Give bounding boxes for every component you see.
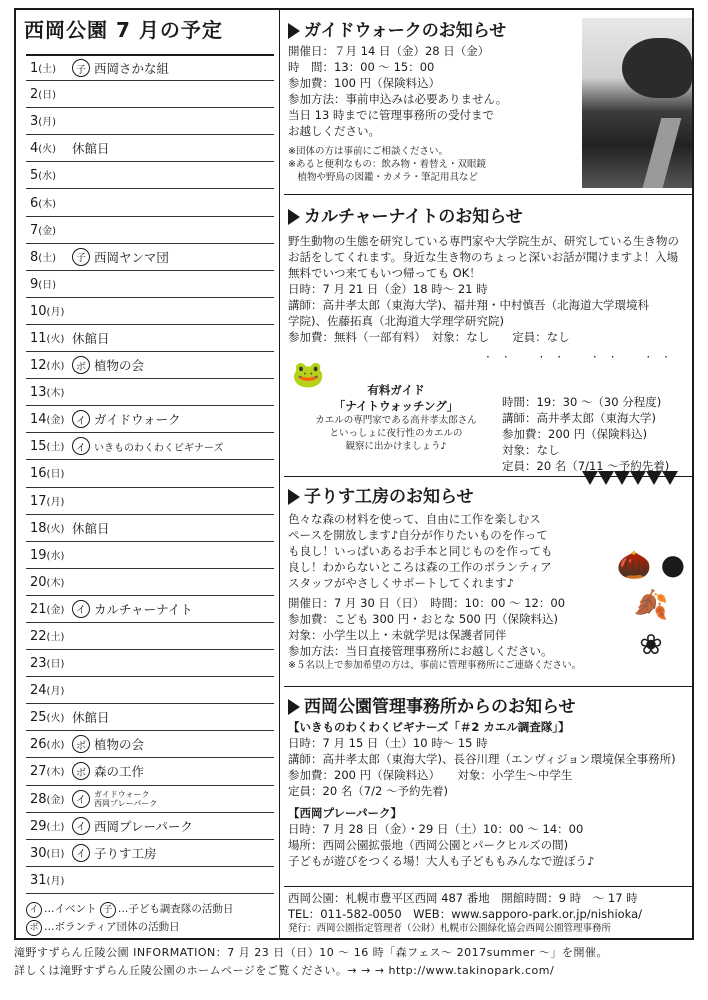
paid-info-line: 講師：高井孝太郎（東海大学): [502, 411, 656, 425]
calendar-day: 10(月): [30, 303, 65, 319]
calendar-day: 1(土): [30, 61, 57, 77]
calendar-row: [26, 840, 274, 867]
calendar-weekday: (日): [38, 279, 57, 291]
calendar-title: 西岡公園 7 月の予定: [24, 18, 223, 42]
calendar-row: [26, 515, 274, 542]
calendar-day: 11(火): [30, 330, 65, 346]
event-type-icon: ボ: [72, 762, 90, 780]
calendar-row: [26, 433, 274, 460]
calendar-list: [26, 54, 274, 894]
guide-title: ガイドウォークのお知らせ: [288, 16, 507, 41]
calendar-weekday: (木): [46, 388, 65, 400]
footer-address: 西岡公園：札幌市豊平区西岡 487 番地 開館時間：9 時 ～ 17 時: [288, 891, 638, 905]
guide-details: [288, 43, 507, 139]
calendar-weekday: (月): [38, 117, 57, 129]
calendar-day: 28(金): [30, 791, 65, 807]
divider: [284, 886, 694, 887]
calendar-event: ガイドウォーク: [94, 412, 181, 428]
calendar-row: [26, 162, 274, 189]
calendar-row: [26, 217, 274, 244]
culture-title: カルチャーナイトのお知らせ: [288, 202, 688, 227]
event-type-icon: イ: [72, 437, 90, 455]
culture-intro: 野生動物の生態を研究している専門家や大学院生が、研究している生き物のお話をしてくれます。身近な生き物のちょっと深いお話が聞けますよ！入場無料でいつ来てもいつ帰っても OK！: [288, 234, 679, 280]
calendar-day: 24(月): [30, 683, 65, 699]
calendar-weekday: (日): [38, 90, 57, 102]
calendar-weekday: (火): [46, 333, 65, 345]
bunting-icon: [582, 470, 692, 489]
office-sub2: 【西岡プレーパーク】: [288, 806, 402, 820]
divider: [284, 686, 694, 687]
calendar-weekday: (金): [46, 415, 65, 427]
calendar-row: [26, 704, 274, 731]
calendar-row: [26, 623, 274, 650]
calendar-day: 30(日): [30, 845, 65, 861]
calendar-event: 西岡さかな組: [94, 61, 170, 77]
event-type-icon: イ: [72, 844, 90, 862]
guide-line: 当日 13 時までに管理事務所の受付まで: [288, 108, 494, 122]
calendar-day: 13(木): [30, 385, 65, 401]
calendar-row: [26, 108, 274, 135]
guide-line: 参加費：100 円（保険料込）: [288, 76, 441, 90]
calendar-weekday: (土): [46, 632, 65, 644]
calendar-day: 4(火): [30, 141, 57, 157]
calendar-event: 植物の会: [94, 358, 145, 374]
calendar-event: 休館日: [72, 141, 110, 157]
calendar-day: 19(水): [30, 547, 65, 563]
calendar-row: [26, 135, 274, 162]
footer-publisher: 発行：西岡公園指定管理者（公財）札幌市公園緑化協会西岡公園管理事務所: [288, 923, 612, 934]
paid-info-line: 定員：20 名（7/11 ～予約先着): [502, 459, 670, 473]
calendar-weekday: (火): [46, 713, 65, 725]
calendar-day: 16(日): [30, 466, 65, 482]
office-sub2-details: [288, 821, 676, 869]
event-type-icon: イ: [72, 600, 90, 618]
calendar-day: 6(木): [30, 195, 57, 211]
divider: [284, 194, 694, 195]
triangle-icon: [288, 489, 300, 505]
calendar-weekday: (土): [38, 252, 57, 264]
newsletter-frame: [14, 8, 694, 940]
calendar-row: [26, 271, 274, 298]
guide-line: 時 間：13：00 ～ 15：00: [288, 60, 435, 74]
calendar-row: [26, 867, 274, 894]
kurisu-intro-line: 良し！わからないところは森の工作のボランティア: [288, 560, 552, 574]
calendar-weekday: (水): [46, 550, 65, 562]
calendar-day: 5(水): [30, 168, 57, 184]
takino-info: [14, 944, 694, 980]
culture-line: 参加費：無料（一部有料） 対象：なし 定員：なし: [288, 330, 570, 344]
culture-line: 日時：7 月 21 日（金）18 時～ 21 時: [288, 282, 488, 296]
calendar-event: 植物の会: [94, 737, 145, 753]
calendar-day: 23(日): [30, 656, 65, 672]
calendar-row: [26, 542, 274, 569]
calendar-weekday: (月): [46, 306, 65, 318]
office-sub2-line: 日時：7 月 28 日（金）・29 日（土）10：00 ～ 14：00: [288, 822, 584, 836]
calendar-column: [16, 10, 280, 938]
kurisu-section: [288, 482, 581, 672]
acorn-leaf-icon: 🌰 ● 🍂 ❀: [616, 548, 686, 661]
calendar-day: 12(水): [30, 358, 65, 374]
office-sub2-line: 子どもが遊びをつくる場！大人も子どももみんなで遊ぼう♪: [288, 854, 595, 868]
calendar-event: 西岡ヤンマ団: [94, 249, 169, 265]
guide-line: 参加方法：事前申込みは必要ありません。: [288, 92, 508, 106]
office-section: [288, 692, 676, 869]
calendar-weekday: (水): [46, 740, 65, 752]
office-sub1-line: 講師：高井孝太郎（東海大学)、長谷川理（エンヴィジョン環境保全事務所): [288, 752, 676, 766]
legend-volunteer: …ボランティア団体の活動日: [44, 921, 180, 933]
volunteer-mark-icon: ボ: [26, 920, 42, 936]
calendar-weekday: (月): [46, 875, 65, 887]
calendar-row: [26, 677, 274, 704]
calendar-weekday: (木): [38, 198, 57, 210]
calendar-row: [26, 731, 274, 758]
paid-info-line: 対象：なし: [502, 443, 560, 457]
calendar-day: 15(土): [30, 439, 65, 455]
kurisu-intro-line: ペースを開放します♪自分が作りたいものを作って: [288, 528, 548, 542]
calendar-row: [26, 758, 274, 785]
kurisu-line: 対象：小学生以上・未就学児は保護者同伴: [288, 628, 507, 642]
paid-desc-line: カエルの専門家である高井孝太郎さん: [315, 415, 477, 426]
office-sub1-line: 参加費：200 円（保険料込） 対象：小学生～中学生: [288, 768, 573, 782]
takino-line2: 詳しくは滝野すずらん丘陵公園のホームページをご覧ください。→ → → http://www.takinopark.com/: [14, 964, 555, 977]
paid-guide-info: [502, 394, 669, 474]
legend-event: …イベント: [44, 903, 97, 915]
calendar-row: [26, 54, 274, 81]
kurisu-title: 子りす工房のお知らせ: [288, 482, 581, 507]
calendar-day: 27(木): [30, 764, 65, 780]
calendar-weekday: (木): [46, 767, 65, 779]
calendar-weekday: (木): [46, 577, 65, 589]
kurisu-details: [288, 595, 581, 659]
paid-desc-line: 観察に出かけましょう♪: [345, 441, 447, 452]
calendar-day: 31(月): [30, 872, 65, 888]
paid-desc-line: といっしょに夜行性のカエルの: [329, 428, 463, 439]
calendar-event: いきものわくわくビギナーズ: [94, 442, 224, 454]
office-sub2-line: 場所：西岡公園拡張地（西岡公園とパークヒルズの間): [288, 838, 569, 852]
calendar-day: 8(土): [30, 249, 57, 265]
footer-contact: TEL：011-582-0050 WEB：www.sapporo-park.or.jp/nishioka/: [288, 907, 643, 921]
calendar-weekday: (月): [46, 496, 65, 508]
calendar-weekday: (日): [46, 848, 65, 860]
office-sub1: 【いきものわくわくビギナーズ「＃2 カエル調査隊」】: [288, 720, 570, 734]
calendar-event: 休館日: [72, 710, 110, 726]
calendar-row: [26, 650, 274, 677]
calendar-weekday: (水): [46, 361, 65, 373]
guide-line: 開催日：７月 14 日（金）28 日（金）: [288, 44, 490, 58]
office-sub1-line: 定員：20 名（7/2 ～予約先着): [288, 784, 448, 798]
paid-guide-title: 有料ガイド: [367, 383, 425, 397]
calendar-weekday: (水): [38, 171, 57, 183]
guide-note: 植物や野鳥の図鑑・カメラ・筆記用具など: [288, 172, 479, 183]
calendar-weekday: (火): [46, 523, 65, 535]
kurisu-note: ※５名以上で参加希望の方は、事前に管理事務所にご連絡ください。: [288, 660, 581, 671]
calendar-row: [26, 244, 274, 271]
calendar-day: 21(金): [30, 601, 65, 617]
paid-guide-box: [296, 382, 496, 453]
triangle-icon: [288, 209, 300, 225]
event-type-icon: 子: [72, 59, 90, 77]
footprints-icon: ·· ·· ·· ··: [486, 350, 682, 364]
kurisu-line: 参加方法：当日直接管理事務所にお越しください。: [288, 644, 553, 658]
calendar-event: ガイドウォーク 西岡プレーパーク: [94, 789, 158, 808]
event-type-icon: ボ: [72, 356, 90, 374]
kurisu-line: 参加費：こども 300 円・おとな 500 円（保険料込): [288, 612, 559, 626]
culture-section: [288, 202, 688, 345]
event-type-icon: イ: [72, 817, 90, 835]
calendar-row: [26, 189, 274, 216]
calendar-day: 26(水): [30, 737, 65, 753]
guide-line: お越しください。: [288, 124, 380, 138]
calendar-event: カルチャーナイト: [94, 601, 193, 617]
culture-line: 学院)、佐藤拓真（北海道大学理学研究院): [288, 314, 504, 328]
calendar-row: [26, 379, 274, 406]
calendar-event: 森の工作: [94, 764, 145, 780]
calendar-day: 2(日): [30, 87, 57, 103]
triangle-icon: [288, 23, 300, 39]
paid-guide-desc: [296, 414, 496, 453]
calendar-day: 20(木): [30, 574, 65, 590]
event-type-icon: 子: [72, 248, 90, 266]
calendar-weekday: (日): [46, 469, 65, 481]
kids-mark-icon: 子: [100, 902, 116, 918]
calendar-weekday: (土): [46, 821, 65, 833]
calendar-weekday: (火): [38, 144, 57, 156]
calendar-weekday: (土): [46, 442, 65, 454]
calendar-row: [26, 81, 274, 108]
calendar-row: [26, 488, 274, 515]
calendar-weekday: (金): [46, 794, 65, 806]
event-type-icon: イ: [72, 410, 90, 428]
event-type-icon: ボ: [72, 735, 90, 753]
event-type-icon: イ: [72, 790, 90, 808]
calendar-day: 7(金): [30, 222, 57, 238]
calendar-day: 18(火): [30, 520, 65, 536]
calendar-row: [26, 596, 274, 623]
guide-note: ※あると便利なもの：飲み物・着替え・双眼鏡: [288, 159, 486, 170]
kurisu-intro-line: 色々な森の材料を使って、自由に工作を楽しむス: [288, 512, 541, 526]
paid-info-line: 参加費：200 円（保険料込): [502, 427, 648, 441]
calendar-row: [26, 460, 274, 487]
calendar-weekday: (日): [46, 659, 65, 671]
calendar-row: [26, 298, 274, 325]
calendar-weekday: (金): [46, 604, 65, 616]
kurisu-intro: [288, 511, 581, 591]
office-sub1-line: 日時：7 月 15 日（土）10 時～ 15 時: [288, 736, 488, 750]
kurisu-line: 開催日：7 月 30 日（日） 時間：10：00 ～ 12：00: [288, 596, 566, 610]
office-title: 西岡公園管理事務所からのお知らせ: [288, 692, 676, 717]
calendar-event: 休館日: [72, 330, 110, 346]
guide-photo: [582, 18, 692, 188]
kurisu-intro-line: も良し！いっぱいあるお手本と同じものを作っても: [288, 544, 553, 558]
guide-notes: [288, 145, 507, 184]
calendar-weekday: (土): [38, 64, 57, 76]
calendar-row: [26, 569, 274, 596]
calendar-weekday: (金): [38, 225, 57, 237]
triangle-icon: [288, 699, 300, 715]
calendar-row: [26, 813, 274, 840]
calendar-day: 14(金): [30, 412, 65, 428]
calendar-row: [26, 406, 274, 433]
calendar-day: 25(火): [30, 710, 65, 726]
calendar-event: 休館日: [72, 520, 110, 536]
calendar-day: 29(土): [30, 818, 65, 834]
takino-line1: 滝野すずらん丘陵公園 INFORMATION：7 月 23 日（日）10 ～ 16 時「森フェス～ 2017summer ～」を開催。: [14, 946, 609, 959]
calendar-row: [26, 786, 274, 813]
calendar-day: 22(土): [30, 629, 65, 645]
calendar-day: 3(月): [30, 114, 57, 130]
calendar-row: [26, 352, 274, 379]
paid-guide-name: 「ナイトウォッチング」: [333, 399, 459, 413]
calendar-event: 西岡プレーパーク: [94, 818, 193, 834]
guide-note: ※団体の方は事前にご相談ください。: [288, 146, 448, 157]
frog-icon: 🐸: [292, 360, 325, 390]
culture-line: 講師：高井孝太郎（東海大学)、福井翔・中村慎吾（北海道大学環境科: [288, 298, 649, 312]
legend-kids: …子ども調査隊の活動日: [117, 903, 234, 915]
calendar-day: 9(日): [30, 276, 57, 292]
culture-details: [288, 281, 688, 345]
kurisu-intro-line: スタッフがやさしくサポートしてくれます♪: [288, 576, 514, 590]
calendar-legend: [26, 900, 233, 936]
footer-info: [288, 890, 642, 935]
event-mark-icon: イ: [26, 902, 42, 918]
guide-section: [288, 16, 507, 184]
paid-info-line: 時間：19：30 ～（30 分程度): [502, 395, 662, 409]
office-sub1-details: [288, 735, 676, 799]
calendar-day: 17(月): [30, 493, 65, 509]
calendar-weekday: (月): [46, 686, 65, 698]
calendar-row: [26, 325, 274, 352]
calendar-event: 子りす工房: [94, 845, 157, 861]
